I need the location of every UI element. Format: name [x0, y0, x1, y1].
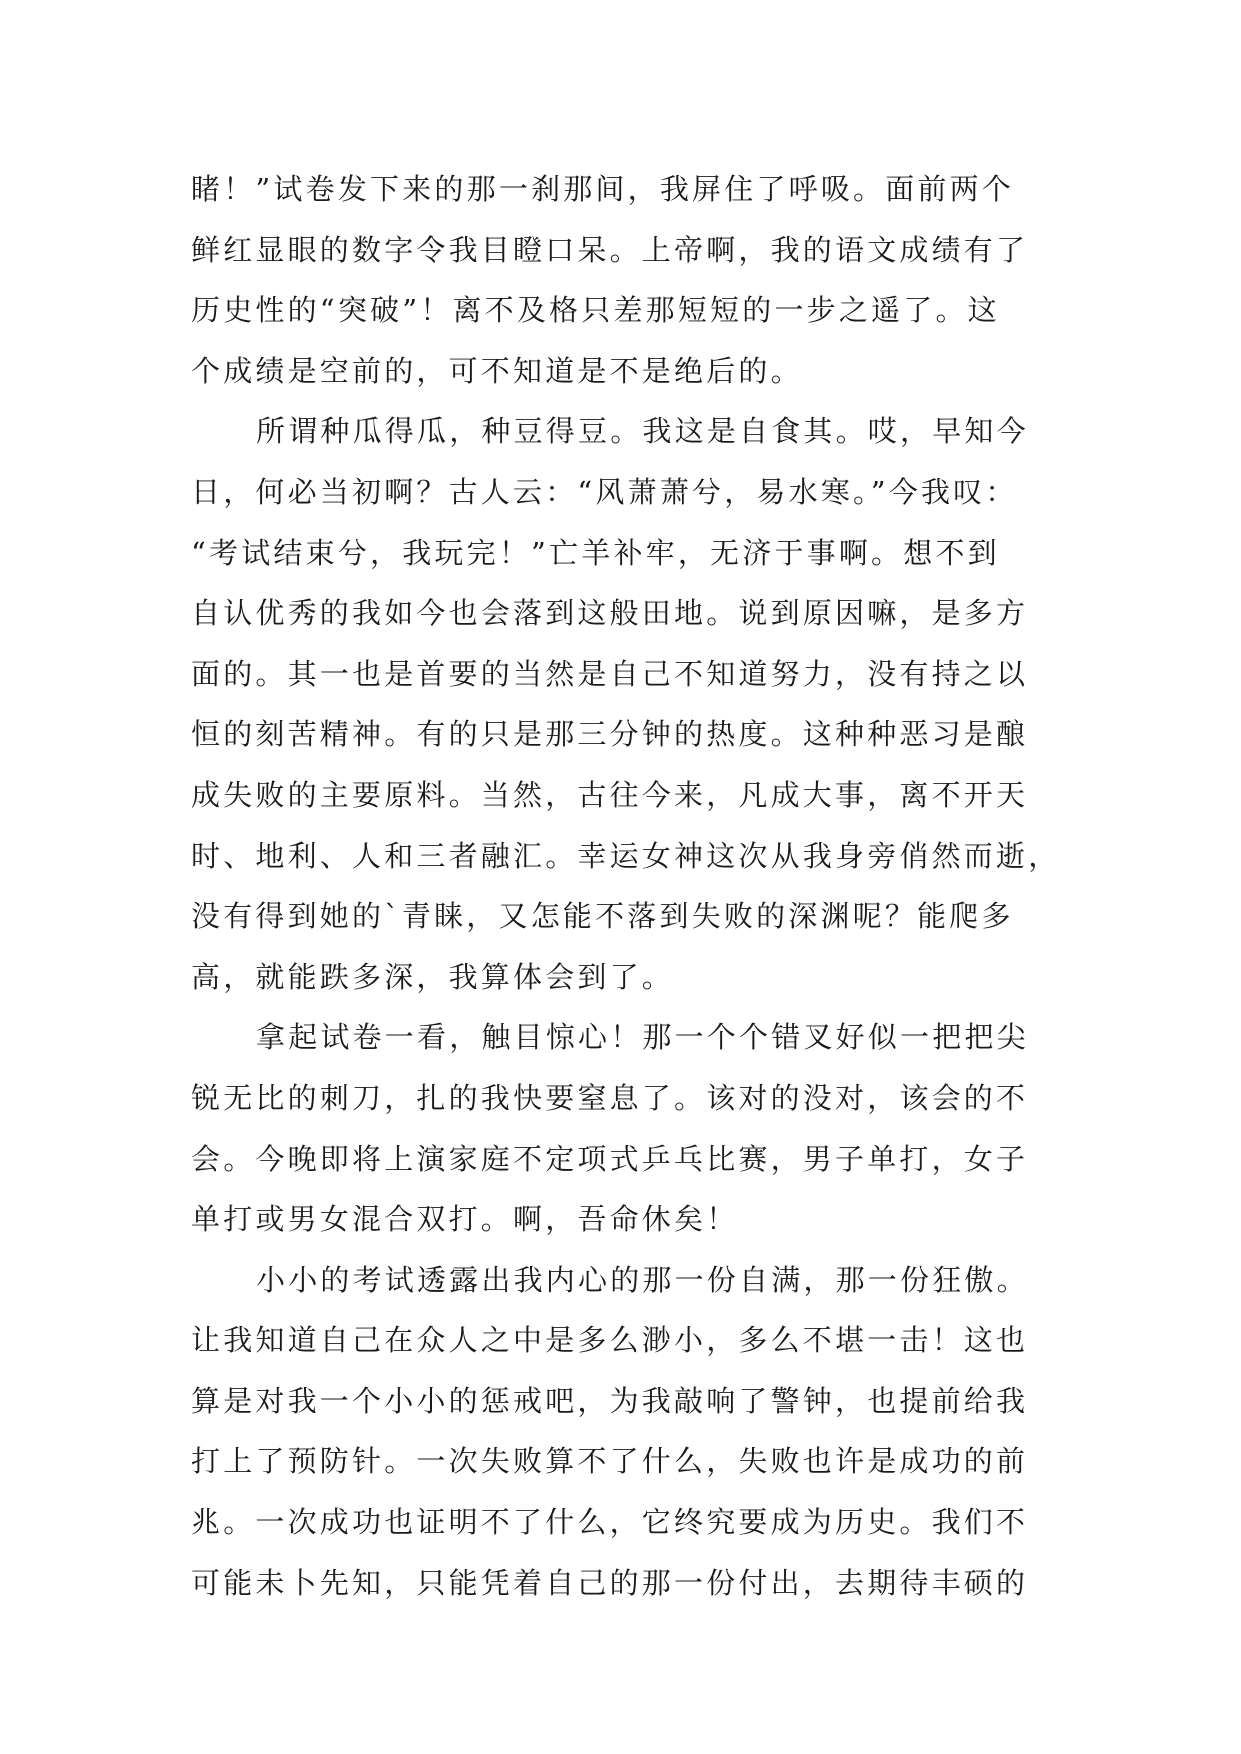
text-line: 睹！”试卷发下来的那一刹那间，我屏住了呼吸。面前两个 — [191, 172, 1015, 206]
text-line: 没有得到她的`青睐，又怎能不落到失败的深渊呢？能爬多 — [191, 899, 1014, 934]
paragraph-first-line: 小小的考试透露出我内心的那一份自满，那一份狂傲。 — [256, 1262, 1029, 1297]
text-line: 成失败的主要原料。当然，古往今来，凡成大事，离不开天 — [191, 777, 1029, 812]
text-line: 可能未卜先知，只能凭着自己的那一份付出，去期待丰硕的 — [191, 1565, 1029, 1600]
essay-body — [191, 159, 1071, 1613]
text-line: 打上了预防针。一次失败算不了什么，失败也许是成功的前 — [191, 1444, 1029, 1479]
text-line: 恒的刻苦精神。有的只是那三分钟的热度。这种种恶习是酿 — [191, 717, 1029, 752]
text-line: 兆。一次成功也证明不了什么，它终究要成为历史。我们不 — [191, 1505, 1029, 1540]
text-line: 自认优秀的我如今也会落到这般田地。说到原因嘛，是多方 — [191, 596, 1029, 631]
text-line: 让我知道自己在众人之中是多么渺小，多么不堪一击！这也 — [191, 1323, 1029, 1358]
text-line: 鲜红显眼的数字令我目瞪口呆。上帝啊，我的语文成绩有了 — [191, 232, 1029, 267]
text-line: 锐无比的刺刀，扎的我快要窒息了。该对的没对，该会的不 — [191, 1080, 1029, 1115]
text-line: 会。今晚即将上演家庭不定项式乒乓比赛，男子单打，女子 — [191, 1141, 1029, 1176]
text-line: 历史性的“突破”！离不及格只差那短短的一步之遥了。这 — [191, 293, 1000, 328]
text-line: 个成绩是空前的，可不知道是不是绝后的。 — [191, 353, 803, 388]
text-line: 时、地利、人和三者融汇。幸运女神这次从我身旁俏然而逝， — [191, 838, 1061, 873]
text-line: “考试结束兮，我玩完！”亡羊补牢，无济于事啊。想不到 — [191, 535, 1000, 570]
text-line: 单打或男女混合双打。啊，吾命休矣！ — [191, 1202, 739, 1237]
paragraph-first-line: 拿起试卷一看，触目惊心！那一个个错叉好似一把把尖 — [256, 1020, 1029, 1055]
text-line: 面的。其一也是首要的当然是自己不知道努力，没有持之以 — [191, 656, 1029, 691]
paragraph-first-line: 所谓种瓜得瓜，种豆得豆。我这是自食其。哎，早知今 — [256, 414, 1029, 449]
text-line: 高，就能跌多深，我算体会到了。 — [191, 959, 675, 994]
text-line: 算是对我一个小小的惩戒吧，为我敲响了警钟，也提前给我 — [191, 1383, 1029, 1418]
text-line: 日，何必当初啊？古人云：“风萧萧兮，易水寒。”今我叹： — [191, 474, 1018, 509]
